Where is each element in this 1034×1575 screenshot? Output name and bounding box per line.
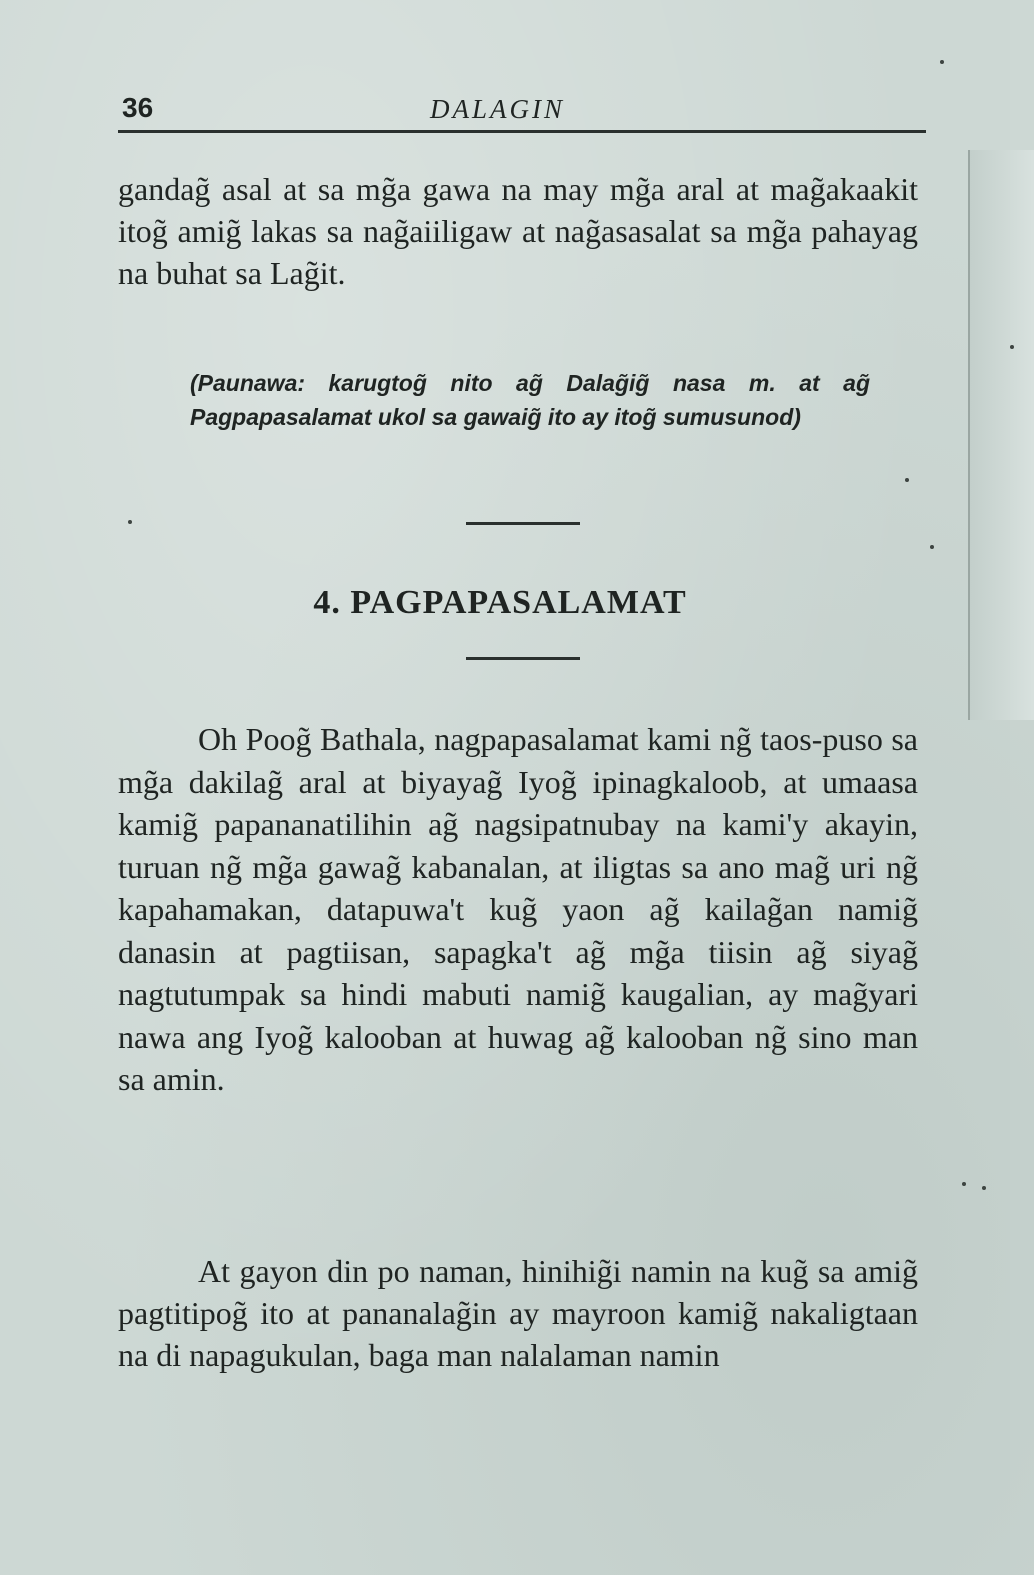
paragraph-closing: At gayon din po naman, hinihig̃i namin na kug̃ sa amig̃ pagtitipog̃ ito at pananalag̃in ay mayroon kamig̃ nakaligtaan na di napagukulan, baga man nalalaman namin — [118, 1253, 918, 1373]
section-divider-top — [466, 522, 580, 525]
adjacent-page-edge — [968, 150, 1034, 720]
print-speck — [940, 60, 944, 64]
print-speck — [128, 520, 132, 524]
paragraph-prayer: Oh Poog̃ Bathala, nagpapasalamat kami ng̃ taos-puso sa mg̃a dakilag̃ aral at biyayag̃ Iyog̃ ipinagkaloob, at umaasa kamig̃ papananatilihin ag̃ nagsipatnubay na kami'y akayin, turuan ng̃ mg̃a gawag̃ kabanalan, at iligtas sa ano mag̃ uri ng̃ kapahamakan, datapuwa't kug̃ yaon ag̃ kailag̃an namig̃ danasin at pagtiisan, sapagka't ag̃ mg̃a tiisin ag̃ siyag̃ nagtutumpak sa hindi mabuti namig̃ kaugalian, ay mag̃yari nawa ang Iyog̃ kalooban at huwag ag̃ kalooban ng̃ sino man sa amin. — [118, 721, 918, 1097]
editorial-note: (Paunawa: karugtog̃ nito ag̃ Dalag̃ig̃ nasa m. at ag̃ Pagpapasalamat ukol sa gawaig̃ ito ay itog̃ sumusunod) — [190, 370, 870, 430]
print-speck — [962, 1182, 966, 1186]
page-header — [118, 92, 926, 138]
section-divider-bottom — [466, 657, 580, 660]
print-speck — [982, 1186, 986, 1190]
print-speck — [905, 478, 909, 482]
page-number: 36 — [122, 92, 154, 123]
print-speck — [1010, 345, 1014, 349]
section-heading: 4. PAGPAPASALAMAT — [313, 584, 687, 621]
running-title: DALAGIN — [430, 94, 565, 124]
paragraph-top: gandag̃ asal at sa mg̃a gawa na may mg̃a aral at mag̃akaakit itog̃ amig̃ lakas sa nag̃aiiligaw at nag̃asasalat sa mg̃a pahayag na buhat sa Lag̃it. — [118, 171, 918, 291]
header-rule — [118, 130, 926, 133]
print-speck — [930, 545, 934, 549]
